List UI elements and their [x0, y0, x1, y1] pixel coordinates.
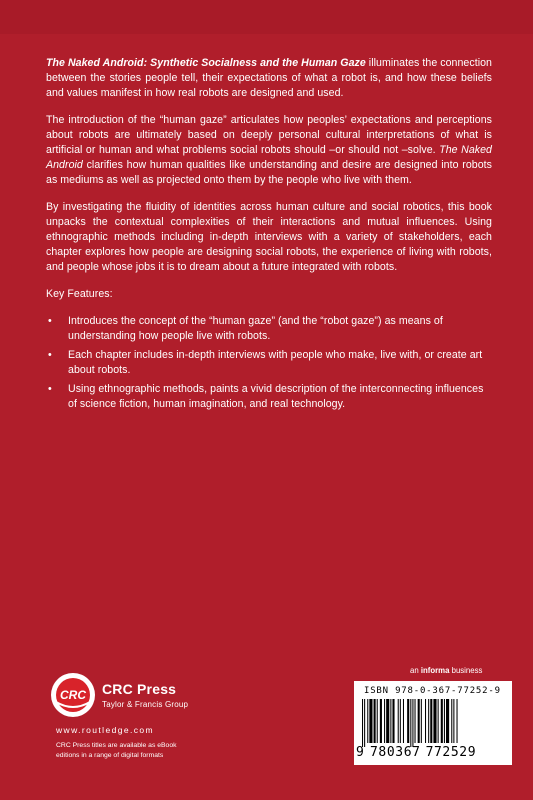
key-features-list	[46, 314, 492, 412]
bullet-icon: •	[48, 315, 52, 327]
barcode-bar	[380, 699, 382, 743]
barcode-bars-icon	[362, 699, 504, 747]
blurb-paragraph-1-text: illuminates the connection between the stories people tell, their expectations of what a robot is, and how these beliefs and values manifest in how real robots are designed and used.	[46, 57, 492, 99]
barcode-bar	[428, 699, 429, 743]
back-cover-blurb	[46, 56, 492, 416]
blurb-paragraph-1	[46, 56, 492, 101]
key-feature-item	[46, 348, 492, 378]
barcode-bar	[451, 699, 452, 743]
informa-suffix: business	[449, 666, 483, 675]
barcode-bar	[446, 699, 449, 743]
blurb-paragraph-2-text-a: The introduction of the “human gaze” articulates how peoples’ expectations and perceptions about robots are ultimately based on deeply personal cultural interpretations of what is artificial or human and what problems social robots should –or should not –solve.	[46, 114, 492, 156]
barcode-bar	[444, 699, 445, 743]
barcode-bar	[386, 699, 389, 743]
blurb-paragraph-2-text-b: clarifies how human qualities like understanding and desire are designed into robots as mediums as well as projected onto them by the people who live with them.	[46, 159, 492, 186]
barcode-bar	[430, 699, 432, 743]
barcode-bar	[384, 699, 385, 743]
barcode-bar	[438, 699, 439, 743]
barcode-bar	[400, 699, 401, 743]
barcode-bar	[410, 699, 411, 747]
barcode-bar	[398, 699, 399, 743]
barcode-bar	[441, 699, 443, 743]
key-features-heading: Key Features:	[46, 288, 113, 300]
barcode-bar	[412, 699, 413, 747]
barcode-bar	[457, 699, 458, 743]
key-feature-text: Introduces the concept of the “human gaze” (and the “robot gaze”) as means of understanding how people live with robots.	[68, 315, 443, 342]
top-strip	[0, 0, 533, 34]
informa-prefix: an	[410, 666, 421, 675]
barcode-bar	[367, 699, 368, 743]
ebook-note: CRC Press titles are available as eBook editions in a range of digital formats	[56, 742, 177, 759]
book-title-inline: The Naked Android	[46, 144, 492, 171]
key-feature-text: Each chapter includes in-depth interviews with people who make, live with, or create art about robots.	[68, 349, 483, 376]
publisher-website: www.routledge.com	[56, 725, 154, 735]
key-feature-item	[46, 314, 492, 344]
barcode-bar	[364, 699, 365, 747]
barcode-bar	[407, 699, 409, 743]
bullet-icon: •	[48, 349, 52, 361]
barcode-bar	[362, 699, 363, 747]
barcode-digits	[356, 745, 512, 760]
barcode-bar	[369, 699, 372, 743]
barcode-digit-group-2: 772529	[425, 745, 477, 760]
book-title: The Naked Android: Synthetic Socialness and the Human Gaze	[46, 57, 366, 69]
barcode-bar	[415, 699, 416, 743]
barcode-bar	[425, 699, 426, 743]
bullet-icon: •	[48, 383, 52, 395]
crc-press-logo-icon	[50, 672, 96, 718]
barcode-lead-digit: 9	[356, 745, 364, 760]
key-feature-text: Using ethnographic methods, paints a vivid description of the interconnecting influences of science fiction, human imagination, and real technology.	[68, 383, 484, 410]
blurb-paragraph-2	[46, 113, 492, 188]
isbn-barcode	[354, 681, 512, 765]
publisher-name: CRC Press	[102, 681, 177, 697]
barcode-digit-group-1: 780367	[370, 745, 421, 760]
logo-text: CRC	[60, 688, 86, 702]
barcode-bar	[433, 699, 436, 743]
informa-business-line	[410, 666, 482, 675]
barcode-bar	[374, 699, 376, 743]
barcode-bar	[377, 699, 378, 743]
publisher-group: Taylor & Francis Group	[102, 700, 189, 709]
barcode-bar	[403, 699, 404, 743]
barcode-bar	[390, 699, 391, 743]
blurb-paragraph-3: By investigating the fluidity of identities across human culture and social robotics, this book unpacks the contextual complexities of their interactions and mutual influences. Using ethnographic methods including in-depth interviews with a variety of stakeholders, each chapter explores how people are designing social robots, the experience of living with robots, and people whose jobs it is to dream about a future integrated with robots.	[46, 201, 492, 273]
barcode-bar	[392, 699, 394, 743]
barcode-bar	[418, 699, 420, 743]
informa-brand: informa	[420, 666, 450, 675]
key-feature-item	[46, 382, 492, 412]
barcode-bar	[421, 699, 422, 743]
isbn-label: ISBN 978-0-367-77252-9	[364, 686, 501, 696]
barcode-bar	[453, 699, 454, 743]
